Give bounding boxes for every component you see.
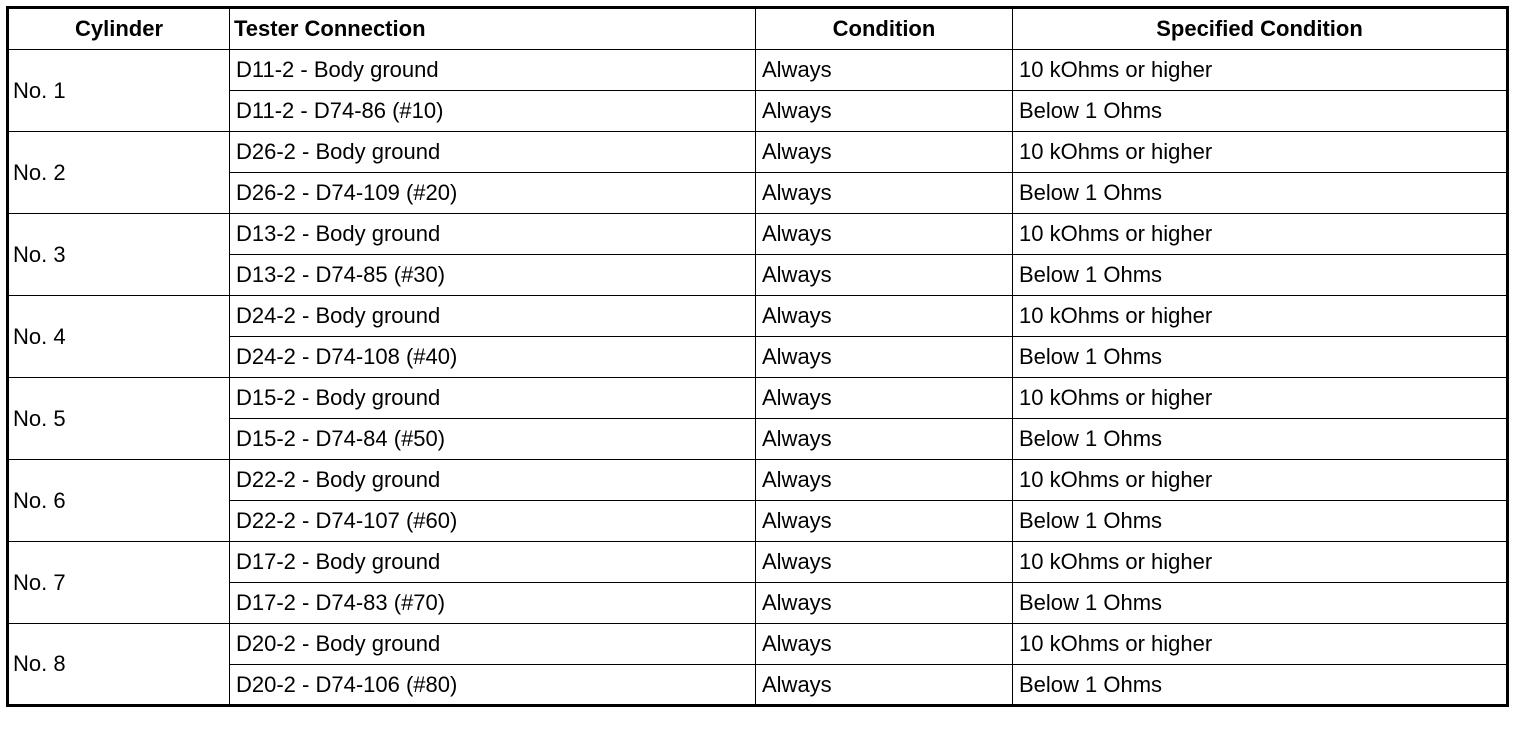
tester-connection-cell: D15-2 - D74-84 (#50) (230, 419, 756, 460)
condition-cell: Always (756, 460, 1013, 501)
tester-connection-cell: D11-2 - Body ground (230, 50, 756, 91)
condition-cell: Always (756, 214, 1013, 255)
specified-condition-cell: 10 kOhms or higher (1013, 542, 1508, 583)
specified-condition-cell: 10 kOhms or higher (1013, 132, 1508, 173)
table-header (8, 8, 1508, 50)
specified-condition-cell: 10 kOhms or higher (1013, 378, 1508, 419)
cylinder-cell: No. 5 (8, 378, 230, 460)
header-cylinder: Cylinder (8, 8, 230, 50)
specified-condition-cell: 10 kOhms or higher (1013, 50, 1508, 91)
table-row (8, 91, 1508, 132)
table-row (8, 337, 1508, 378)
tester-connection-cell: D26-2 - Body ground (230, 132, 756, 173)
condition-cell: Always (756, 50, 1013, 91)
tester-connection-cell: D20-2 - Body ground (230, 624, 756, 665)
condition-cell: Always (756, 132, 1013, 173)
table-row (8, 460, 1508, 501)
table-row (8, 501, 1508, 542)
tester-connection-cell: D13-2 - Body ground (230, 214, 756, 255)
cylinder-cell: No. 3 (8, 214, 230, 296)
header-specified-condition: Specified Condition (1013, 8, 1508, 50)
specified-condition-cell: Below 1 Ohms (1013, 583, 1508, 624)
condition-cell: Always (756, 624, 1013, 665)
resistance-spec-table (6, 6, 1509, 707)
table-row (8, 378, 1508, 419)
specified-condition-cell: 10 kOhms or higher (1013, 624, 1508, 665)
condition-cell: Always (756, 337, 1013, 378)
cylinder-cell: No. 8 (8, 624, 230, 706)
tester-connection-cell: D22-2 - D74-107 (#60) (230, 501, 756, 542)
table-row (8, 419, 1508, 460)
tester-connection-cell: D15-2 - Body ground (230, 378, 756, 419)
tester-connection-cell: D11-2 - D74-86 (#10) (230, 91, 756, 132)
table-row (8, 542, 1508, 583)
header-condition: Condition (756, 8, 1013, 50)
table-row (8, 583, 1508, 624)
tester-connection-cell: D20-2 - D74-106 (#80) (230, 665, 756, 706)
tester-connection-cell: D13-2 - D74-85 (#30) (230, 255, 756, 296)
condition-cell: Always (756, 378, 1013, 419)
table-row (8, 255, 1508, 296)
table-row (8, 665, 1508, 706)
cylinder-cell: No. 2 (8, 132, 230, 214)
specified-condition-cell: Below 1 Ohms (1013, 91, 1508, 132)
tester-connection-cell: D17-2 - Body ground (230, 542, 756, 583)
condition-cell: Always (756, 501, 1013, 542)
condition-cell: Always (756, 665, 1013, 706)
table-row (8, 173, 1508, 214)
specified-condition-cell: Below 1 Ohms (1013, 419, 1508, 460)
specified-condition-cell: Below 1 Ohms (1013, 501, 1508, 542)
tester-connection-cell: D24-2 - Body ground (230, 296, 756, 337)
tester-connection-cell: D26-2 - D74-109 (#20) (230, 173, 756, 214)
table-row (8, 50, 1508, 91)
table-row (8, 132, 1508, 173)
condition-cell: Always (756, 542, 1013, 583)
specified-condition-cell: Below 1 Ohms (1013, 337, 1508, 378)
specified-condition-cell: 10 kOhms or higher (1013, 296, 1508, 337)
spec-table-container (6, 6, 1508, 707)
specified-condition-cell: 10 kOhms or higher (1013, 214, 1508, 255)
table-row (8, 624, 1508, 665)
cylinder-cell: No. 4 (8, 296, 230, 378)
specified-condition-cell: 10 kOhms or higher (1013, 460, 1508, 501)
table-row (8, 296, 1508, 337)
specified-condition-cell: Below 1 Ohms (1013, 255, 1508, 296)
condition-cell: Always (756, 255, 1013, 296)
cylinder-cell: No. 7 (8, 542, 230, 624)
specified-condition-cell: Below 1 Ohms (1013, 665, 1508, 706)
tester-connection-cell: D17-2 - D74-83 (#70) (230, 583, 756, 624)
cylinder-cell: No. 6 (8, 460, 230, 542)
tester-connection-cell: D24-2 - D74-108 (#40) (230, 337, 756, 378)
cylinder-cell: No. 1 (8, 50, 230, 132)
condition-cell: Always (756, 91, 1013, 132)
condition-cell: Always (756, 583, 1013, 624)
tester-connection-cell: D22-2 - Body ground (230, 460, 756, 501)
table-body (8, 50, 1508, 706)
header-tester-connection: Tester Connection (230, 8, 756, 50)
condition-cell: Always (756, 419, 1013, 460)
header-row (8, 8, 1508, 50)
condition-cell: Always (756, 296, 1013, 337)
table-row (8, 214, 1508, 255)
specified-condition-cell: Below 1 Ohms (1013, 173, 1508, 214)
condition-cell: Always (756, 173, 1013, 214)
